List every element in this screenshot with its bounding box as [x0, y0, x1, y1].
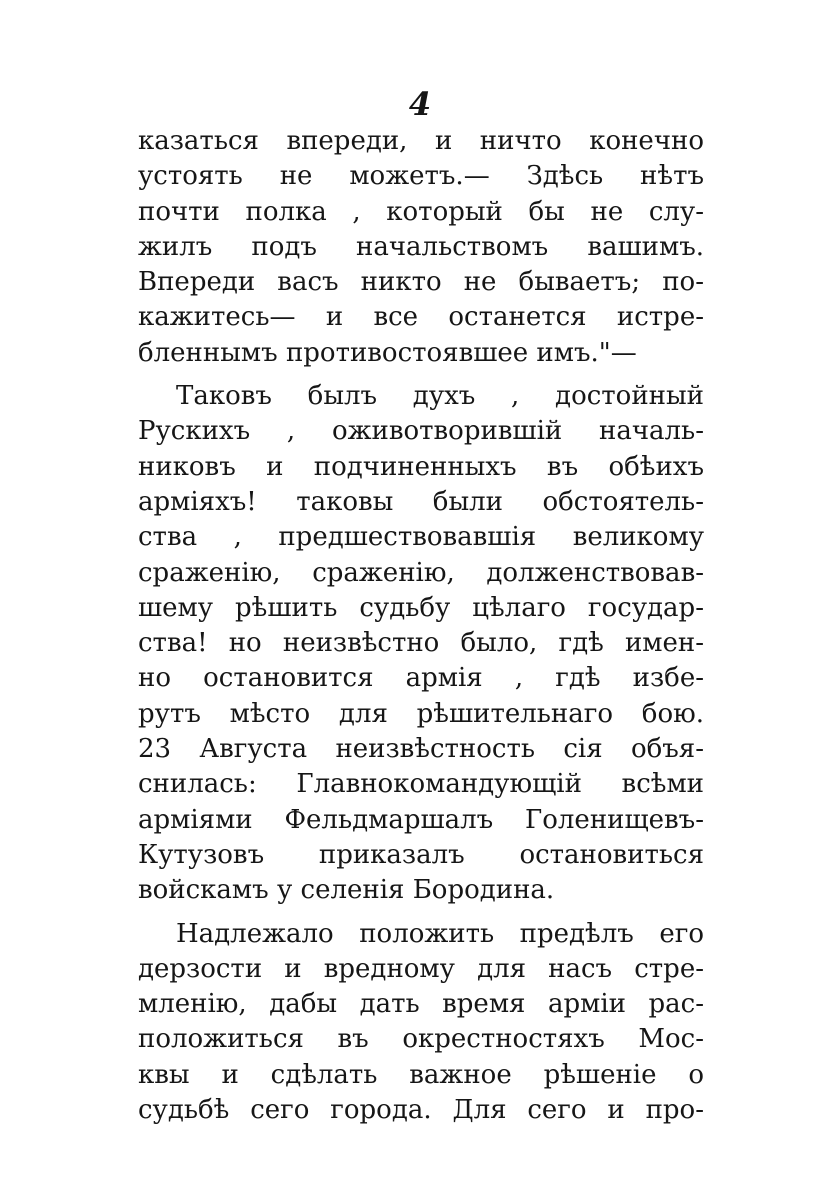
text-line: Кутузовъ приказалъ остановиться	[138, 839, 704, 870]
text-line: дерзости и вредному для насъ стре-	[138, 953, 704, 984]
text-line: Надлежало положить предѣлъ его	[176, 918, 704, 949]
text-line: сраженію, сраженію, долженствовав-	[138, 557, 704, 588]
text-line: Рускихъ , оживотворившій началь-	[138, 416, 704, 447]
text-line: кажитесь— и все останется истре-	[138, 302, 704, 333]
text-line: 23 Августа неизвѣстность сія объя-	[138, 734, 704, 765]
text-line: судьбѣ сего города. Для сего и про-	[138, 1095, 704, 1126]
text-line: никовъ и подчиненныхъ въ обѣихъ	[138, 451, 704, 482]
text-line: снилась: Главнокомандующій всѣми	[138, 769, 704, 800]
text-line: войскамъ у селенія Бородина.	[138, 875, 555, 906]
text-line: жилъ подъ начальствомъ вашимъ.	[138, 231, 704, 262]
text-line: Таковъ былъ духъ , достойный	[176, 381, 704, 412]
text-line: рутъ мѣсто для рѣшительнаго бою.	[138, 698, 704, 729]
text-line: казаться впереди, и ничто конечно	[138, 126, 704, 156]
text-line: бленнымъ противостоявшее имъ."—	[138, 337, 637, 368]
text-line: ства! но неизвѣстно было, гдѣ имен-	[138, 628, 704, 659]
page-number: 4	[408, 85, 432, 123]
text-line: Впереди васъ никто не бываетъ; по-	[138, 267, 704, 298]
text-body	[138, 124, 704, 1128]
text-line: положиться въ окрестностяхъ Мос-	[138, 1024, 704, 1055]
paragraph-gap	[138, 909, 704, 917]
paragraph	[138, 124, 704, 371]
text-line: арміяхъ! таковы были обстоятель-	[138, 486, 704, 517]
text-line: но остановится армія , гдѣ избе-	[138, 663, 704, 694]
text-line: устоять не можетъ.— Здѣсь нѣтъ	[138, 161, 704, 192]
paragraph-gap	[138, 371, 704, 379]
text-line: арміями Фельдмаршалъ Голенищевъ-	[138, 804, 704, 835]
text-line: мленію, дабы дать время арміи рас-	[138, 989, 704, 1020]
paragraph	[138, 379, 704, 908]
text-line: почти полка , который бы не слу-	[138, 196, 704, 227]
text-line: ства , предшествовавшія великому	[138, 522, 704, 553]
paragraph	[138, 917, 704, 1129]
text-line: квы и сдѣлать важное рѣшеніе о	[138, 1059, 704, 1090]
text-line: шему рѣшить судьбу цѣлаго государ-	[138, 592, 704, 623]
